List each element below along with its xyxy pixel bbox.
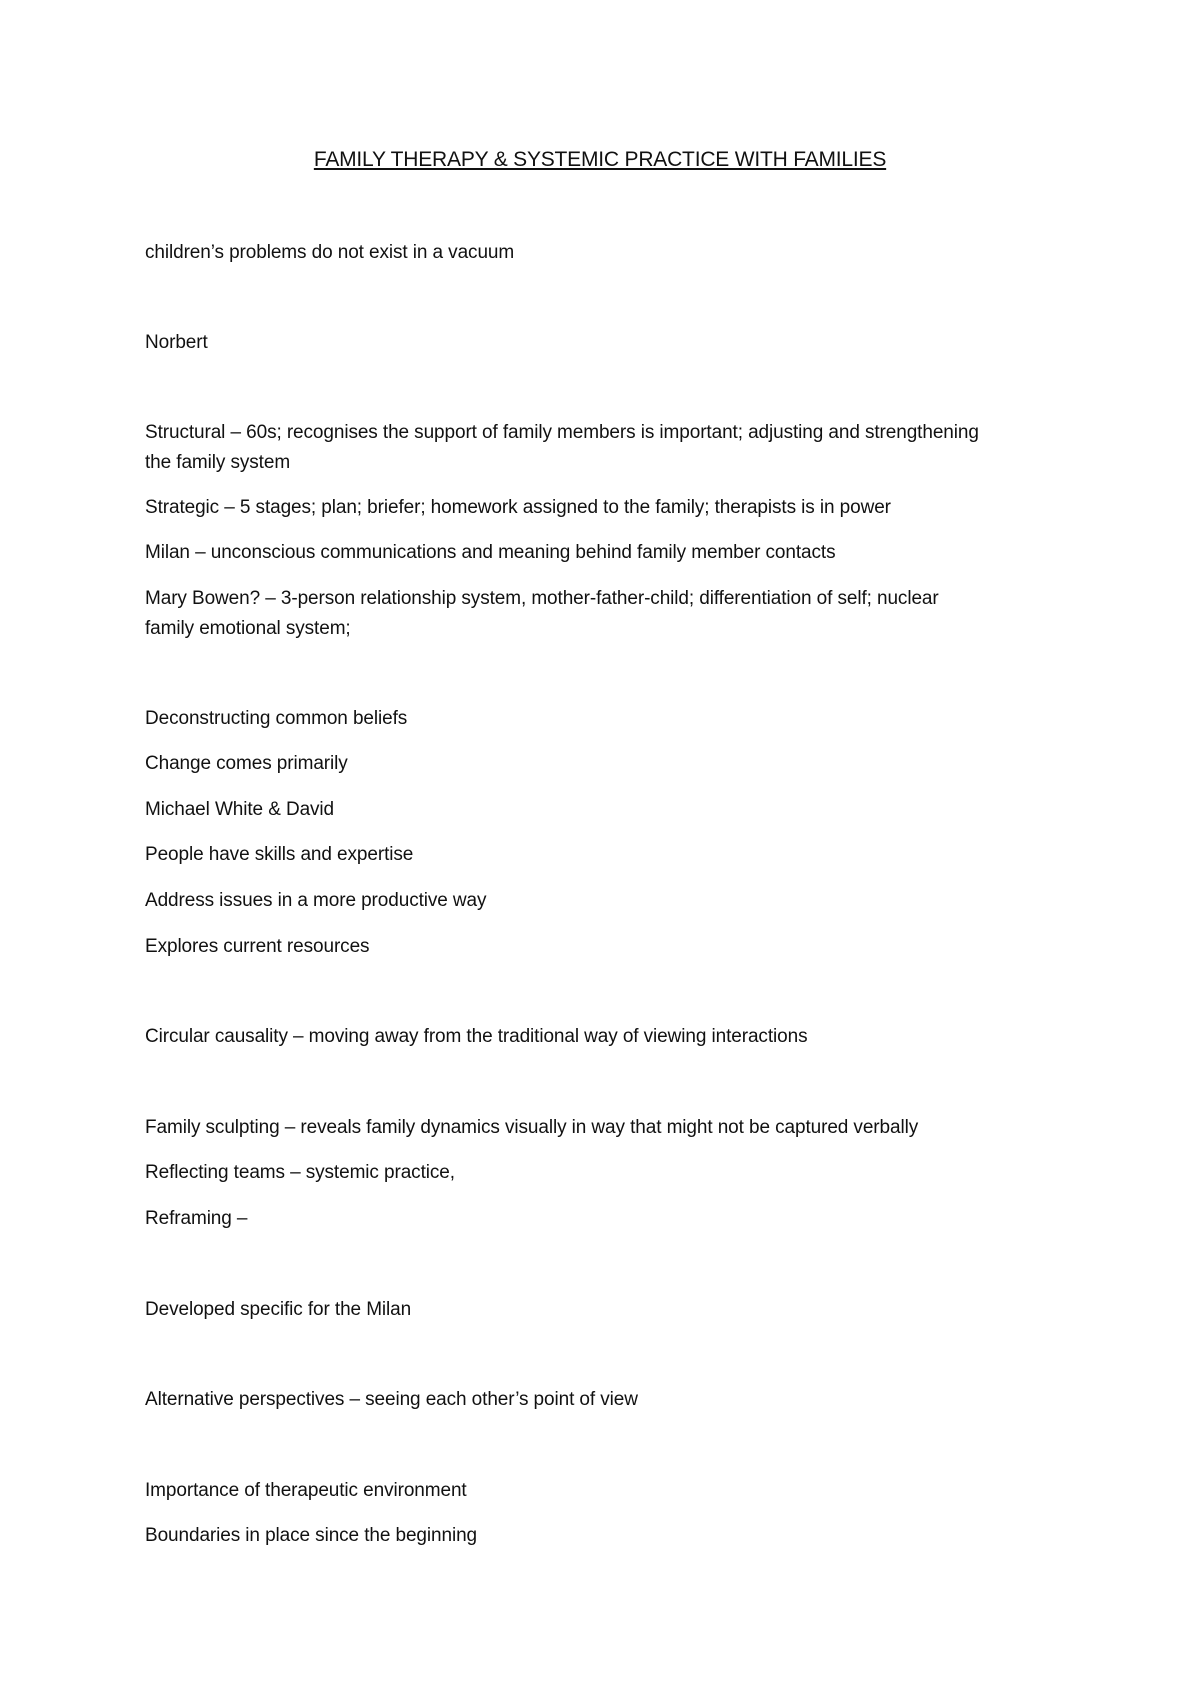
text-line-bowen: Mary Bowen? – 3-person relationship system, mother-father-child; differentiation of self; nuclear: [145, 588, 939, 609]
text-line-strategic: Strategic – 5 stages; plan; briefer; homework assigned to the family; therapists is in power: [145, 497, 891, 518]
text-line-resources: Explores current resources: [145, 936, 370, 957]
text-line-developed: Developed specific for the Milan: [145, 1299, 412, 1320]
text-line-reflecting: Reflecting teams – systemic practice,: [145, 1162, 455, 1183]
text-line-structural-cont: the family system: [145, 452, 291, 473]
text-line-sculpting: Family sculpting – reveals family dynamics visually in way that might not be captured verbally: [145, 1117, 919, 1138]
text-line-structural: Structural – 60s; recognises the support of family members is important; adjusting and strengthening: [145, 422, 979, 443]
text-line-deconstructing: Deconstructing common beliefs: [145, 708, 408, 729]
text-line-skills: People have skills and expertise: [145, 844, 414, 865]
text-line-white: Michael White & David: [145, 799, 335, 820]
text-line-norbert: Norbert: [145, 332, 208, 353]
text-line-intro: children’s problems do not exist in a vacuum: [145, 242, 515, 263]
text-line-reframing: Reframing –: [145, 1208, 248, 1229]
text-line-importance: Importance of therapeutic environment: [145, 1480, 467, 1501]
text-line-alternative: Alternative perspectives – seeing each other’s point of view: [145, 1389, 638, 1410]
text-line-boundaries: Boundaries in place since the beginning: [145, 1525, 478, 1546]
text-line-bowen-cont: family emotional system;: [145, 618, 351, 639]
text-line-change: Change comes primarily: [145, 753, 348, 774]
text-line-circular: Circular causality – moving away from the traditional way of viewing interactions: [145, 1026, 808, 1047]
document-title: FAMILY THERAPY & SYSTEMIC PRACTICE WITH FAMILIES: [313, 148, 887, 171]
text-line-address: Address issues in a more productive way: [145, 890, 487, 911]
text-line-milan: Milan – unconscious communications and meaning behind family member contacts: [145, 542, 836, 563]
